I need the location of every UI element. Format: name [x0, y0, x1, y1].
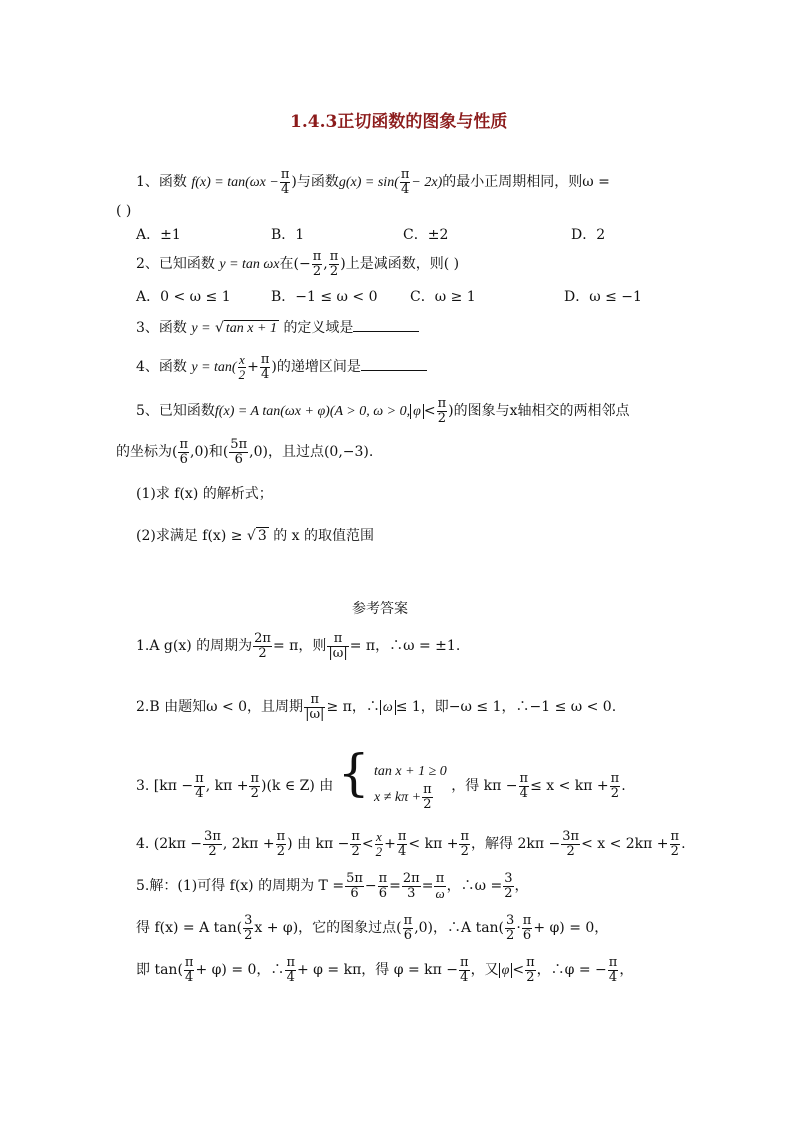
q5-e: 的坐标为(	[116, 444, 178, 461]
a1-b: = π，则	[272, 638, 327, 655]
frac-pi-2: $\frac{\pi}{2}$	[610, 770, 620, 801]
frac-pi-6: $\frac{\pi}{6}$	[378, 871, 388, 901]
a5-phi-abs: φ	[499, 963, 513, 978]
answer-3	[136, 744, 626, 812]
a2-b: ≥ π，∴	[326, 699, 380, 716]
q5-phi-abs: φ	[410, 404, 424, 419]
q3-tail: 的定义域是	[283, 320, 354, 336]
sys-line-1: tan x + 1 ≥ 0	[374, 763, 447, 779]
frac-pi-6: $\frac{\pi}{6}$	[403, 913, 413, 943]
frac-pi-4: $\frac{\pi}{4}$	[184, 955, 194, 985]
q2-intro: 2、已知函数	[136, 256, 215, 273]
frac-pi-2: $\frac{\pi}{2}$	[670, 829, 680, 859]
answer-5-line-3	[136, 956, 633, 984]
frac-2pi-3: $\frac{2\pi}{3}$	[402, 871, 420, 901]
q5-a: 5、已知函数	[136, 403, 215, 420]
a5-2d: ·	[516, 920, 521, 937]
frac-pi-4: $\frac{\pi}{4}$	[280, 167, 290, 197]
a5-3e: <	[512, 962, 525, 979]
frac-5pi-6: $\frac{5\pi}{6}$	[346, 871, 363, 901]
frac-3-2: $\frac{3}{2}$	[506, 913, 515, 943]
q5-sub-2: (2)求满足 f(x) ≥ √ 3 的 x 的取值范围	[136, 528, 375, 544]
q1-option-c: C．±2	[403, 227, 449, 243]
a5-1b: −	[364, 878, 377, 895]
frac-pi-2: $\frac{\pi}{2}$	[460, 829, 469, 859]
frac-pi-6: $\frac{\pi}{6}$	[179, 437, 189, 467]
a2-omega-abs: ω	[380, 700, 396, 715]
q1-g2: − 2x)	[411, 175, 443, 191]
frac-x-2: $\frac{x}{2}$	[375, 829, 383, 859]
inequality-system	[374, 761, 447, 812]
a4-d: <	[361, 836, 374, 853]
q5-sub-1: (1)求 f(x) 的解析式；	[136, 486, 273, 502]
a1-a: 1.A g(x) 的周期为	[136, 638, 253, 655]
q2-mid: 在(−	[279, 256, 311, 273]
q1-tail: 的最小正周期相同，则ω =	[442, 174, 610, 191]
q3-root: tan x + 1	[225, 321, 277, 336]
q4-func: y = tan(	[191, 360, 237, 376]
a5-3f: ，∴φ = −	[536, 962, 607, 979]
a4-g: ，解得 2kπ −	[471, 836, 561, 853]
frac-5pi-6: $\frac{5\pi}{6}$	[230, 437, 248, 467]
frac-pi-4: $\frac{\pi}{4}$	[460, 955, 469, 985]
page-title: 1.4.3正切函数的图象与性质	[290, 112, 508, 132]
q2-func: y = tan ωx	[219, 257, 280, 273]
q2-option-c: C．ω ≥ 1	[410, 289, 476, 305]
question-4: 4、函数 y = tan( $\frac{x}{2}$ + $\frac{\pi}{4}$ )的递增区间是	[136, 353, 427, 381]
a4-b: , 2kπ +	[222, 836, 275, 853]
frac-pi-2: $\frac{\pi}{2}$	[250, 770, 259, 801]
a5-1d: =	[421, 878, 434, 895]
a5-2a: 得 f(x) = A tan(	[136, 920, 243, 937]
frac-3-2: $\frac{3}{2}$	[504, 871, 513, 901]
q5-b: f(x) = A tan(ωx + φ)(A > 0, ω > 0,	[214, 404, 411, 420]
frac-pi-4: $\frac{\pi}{4}$	[397, 829, 407, 859]
sys-line-2: x ≠ kπ + $\frac{\pi}{2}$	[374, 782, 432, 812]
a4-e: +	[384, 836, 396, 853]
a5-2c: ,0)，∴A tan(	[414, 920, 505, 937]
a5-1c: =	[389, 878, 401, 895]
a3-d: ，得 kπ −	[451, 778, 518, 794]
a3-period: .	[621, 778, 626, 794]
q1-g: g(x) = sin(	[338, 175, 399, 191]
a4-f: < kπ +	[408, 836, 459, 853]
frac-pi-4: $\frac{\pi}{4}$	[608, 955, 618, 985]
a5-3g: ，	[619, 962, 634, 979]
a4-c: ) 由 kπ −	[287, 836, 350, 853]
left-brace: {	[337, 744, 370, 802]
sqrt-3: 3	[257, 528, 267, 544]
q5-sub2-a: (2)求满足 f(x) ≥	[136, 528, 243, 544]
a4-h: < x < 2kπ +	[581, 836, 669, 853]
question-1	[136, 168, 610, 196]
a3-c: )(k ∈ Z) 由	[261, 778, 334, 794]
a2-c: ≤ 1，即−ω ≤ 1，∴−1 ≤ ω < 0.	[395, 699, 617, 716]
frac-pi-abs-w: $\frac{\pi}{|\omega|}$	[328, 631, 348, 661]
a2-a: 2.B 由题知ω < 0，且周期	[136, 699, 304, 716]
q1-intro: 1、函数	[136, 174, 187, 191]
a5-3d: ，又	[470, 962, 499, 979]
frac-pi-4: $\frac{\pi}{4}$	[286, 955, 295, 985]
a5-1a: 5.解：(1)可得 f(x) 的周期为 T =	[136, 878, 345, 895]
q5-c: <	[423, 403, 436, 420]
q1-mid: )与函数	[291, 174, 339, 191]
answer-4	[136, 830, 686, 858]
a5-1e: ，∴ω =	[446, 878, 503, 895]
question-5-line-2	[116, 438, 373, 466]
frac-pi-4: $\frac{\pi}{4}$	[519, 770, 529, 801]
q1-option-a: A．±1	[136, 227, 181, 243]
a3-a: 3. [kπ −	[136, 778, 194, 794]
answers-heading: 参考答案	[352, 601, 408, 617]
frac-pi-4: $\frac{\pi}{4}$	[400, 167, 410, 197]
frac-pi-2: $\frac{\pi}{2}$	[312, 249, 322, 279]
a3-b: , kπ +	[205, 778, 249, 794]
q1-f: f(x) = tan(ωx −	[191, 175, 279, 191]
answer-2	[136, 693, 616, 721]
frac-3pi-2: $\frac{3\pi}{2}$	[562, 829, 580, 859]
q4-blank	[361, 358, 427, 371]
q3-blank	[353, 319, 419, 332]
answer-5-line-1	[136, 872, 529, 900]
frac-pi-4: $\frac{\pi}{4}$	[195, 770, 204, 801]
answer-1	[136, 632, 460, 660]
a4-period: .	[681, 836, 686, 853]
q2-option-b: B．−1 ≤ ω < 0	[271, 289, 378, 305]
frac-3pi-2: $\frac{3\pi}{2}$	[204, 829, 221, 859]
q1-paren: ( )	[116, 203, 132, 219]
q1-option-d: D．2	[571, 227, 606, 243]
q1-option-b: B．1	[271, 227, 305, 243]
frac-pi-2: $\frac{\pi}{2}$	[423, 782, 432, 812]
frac-pi-abs-w: $\frac{\pi}{|\omega|}$	[305, 692, 325, 722]
a1-c: = π，∴ω = ±1.	[349, 638, 461, 655]
q5-sub2-b: 的 x 的取值范围	[273, 528, 375, 544]
question-3: 3、函数 y = √ tan x + 1 的定义域是	[136, 317, 419, 337]
answer-5-line-2	[136, 914, 608, 942]
frac-pi-6: $\frac{\pi}{6}$	[522, 913, 532, 943]
q3-intro: 3、函数	[136, 320, 187, 336]
frac-pi-2: $\frac{\pi}{2}$	[329, 249, 339, 279]
frac-pi-2: $\frac{\pi}{2}$	[437, 396, 447, 426]
question-2: 2、已知函数 y = tan ωx在(− $\frac{\pi}{2}$ , $\frac{\pi}{2}$ )上是减函数，则( )	[136, 249, 460, 279]
frac-pi-4: $\frac{\pi}{4}$	[260, 352, 270, 382]
question-5	[136, 397, 629, 425]
frac-2pi-2: $\frac{2\pi}{2}$	[254, 631, 271, 661]
q2-option-d: D．ω ≤ −1	[564, 289, 642, 305]
q5-d: )的图象与x轴相交的两相邻点	[448, 403, 630, 420]
q4-tail: )的递增区间是	[271, 359, 361, 376]
a5-2b: x + φ)，它的图象过点(	[254, 920, 402, 937]
a3-e: ≤ x < kπ +	[530, 778, 609, 794]
a5-3c: + φ = kπ，得 φ = kπ −	[296, 962, 459, 979]
frac-pi-2: $\frac{\pi}{2}$	[351, 829, 360, 859]
a5-1-comma: ，	[514, 878, 529, 895]
q4-intro: 4、函数	[136, 359, 187, 376]
frac-pi-2: $\frac{\pi}{2}$	[276, 829, 286, 859]
frac-x-2: $\frac{x}{2}$	[238, 352, 246, 382]
q3-func: y =	[191, 321, 211, 336]
q5-f: ,0)和(	[190, 444, 229, 461]
a5-3a: 即 tan(	[136, 962, 183, 979]
q2-tail: )上是减函数，则( )	[340, 256, 460, 273]
a4-a: 4. (2kπ −	[136, 836, 203, 853]
frac-3-2: $\frac{3}{2}$	[244, 913, 253, 943]
a5-3b: + φ) = 0，∴	[195, 962, 285, 979]
q5-g: ,0)，且过点(0,−3).	[249, 444, 374, 461]
frac-pi-2: $\frac{\pi}{2}$	[526, 955, 535, 985]
q2-option-a: A．0 < ω ≤ 1	[136, 289, 231, 305]
frac-pi-omega: $\frac{\pi}{\omega}$	[435, 871, 445, 901]
a5-2e: + φ) = 0，	[533, 920, 609, 937]
